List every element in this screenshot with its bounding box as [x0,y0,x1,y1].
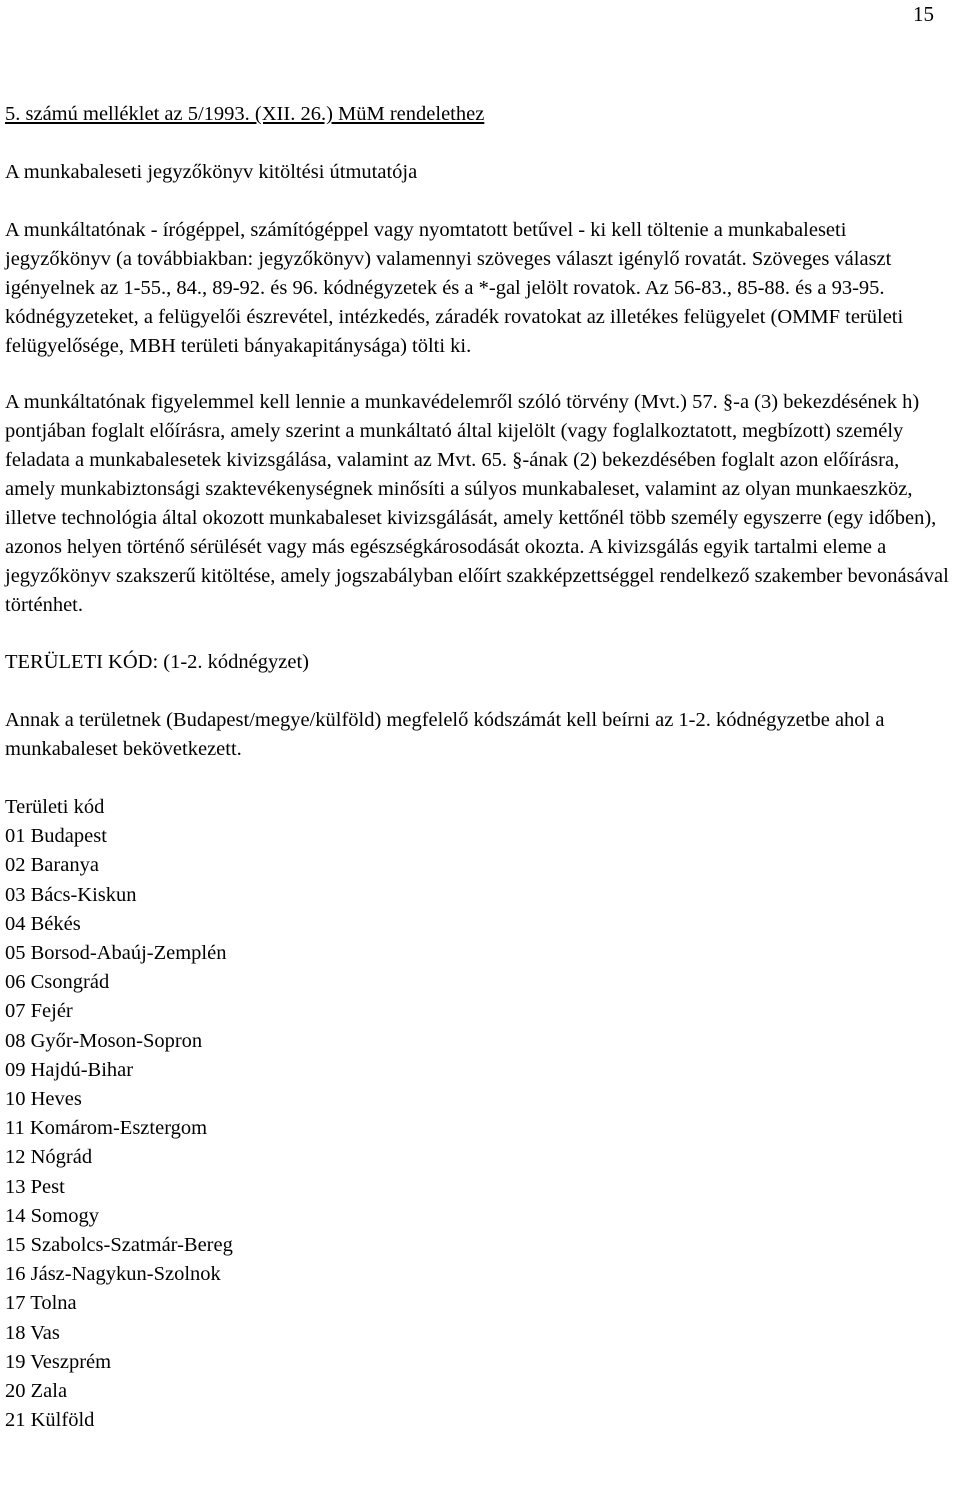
code-list-header: Területi kód [5,796,105,818]
list-item: 04 Békés [5,912,81,935]
list-item: 09 Hajdú-Bihar [5,1058,134,1081]
paragraph-legal-requirements: A munkáltatónak figyelemmel kell lennie a munkavédelemről szóló törvény (Mvt.) 57. §-a (3) bekezdésének h) pontjában foglalt előírásra, amely szerint a munkáltató által kijelölt (vagy foglalkoztatott, megbízott) személy feladata a munkabalesetek kivizsgálása, valamint az Mvt. 65. §-ának (2) bekezdésében foglalt azon előírásra, amely munkabiztonsági szaktevékenységnek minősíti a súlyos munkabaleset, valamint az olyan munkaeszköz, illetve technológia által okozott munkabaleset kivizsgálását, amely kettőnél több személy egyszerre (egy időben), azonos helyen történő sérülését vagy más egészségkárosodását okozta. A kivizsgálás egyik tartalmi eleme a jegyzőkönyv szakszerű kitöltése, amely jogszabályban előírt szakképzettséggel rendelkező szakember bevonásával történhet. [5,391,949,616]
list-item: 17 Tolna [5,1292,77,1315]
paragraph-territory-code: Annak a területnek (Budapest/megye/külföld) megfelelő kódszámát kell beírni az 1-2. kódnégyzetbe ahol a munkabaleset bekövetkezett. [5,709,885,760]
list-item: 02 Baranya [5,854,99,877]
list-item: 16 Jász-Nagykun-Szolnok [5,1263,221,1286]
list-item: 11 Komárom-Esztergom [5,1117,208,1140]
list-item: 03 Bács-Kiskun [5,883,137,906]
list-item: 15 Szabolcs-Szatmár-Bereg [5,1234,233,1257]
list-item: 14 Somogy [5,1204,99,1227]
list-item: 01 Budapest [5,825,107,848]
document-content [5,100,950,1435]
list-item: 13 Pest [5,1175,65,1198]
list-item: 10 Heves [5,1088,82,1111]
section-title: TERÜLETI KÓD: (1-2. kódnégyzet) [5,651,309,673]
list-item: 20 Zala [5,1380,68,1403]
annex-heading: 5. számú melléklet az 5/1993. (XII. 26.) MüM rendelethez [5,103,485,125]
list-item: 21 Külföld [5,1409,95,1432]
list-item: 12 Nógrád [5,1146,93,1169]
list-item: 07 Fejér [5,1000,73,1023]
list-item: 19 Veszprém [5,1350,112,1373]
guide-title: A munkabaleseti jegyzőkönyv kitöltési útmutatója [5,161,418,183]
list-item: 06 Csongrád [5,971,110,994]
paragraph-instructions: A munkáltatónak - írógéppel, számítógéppel vagy nyomtatott betűvel - ki kell töltenie a munkabaleseti jegyzőkönyv (a továbbiakban: jegyzőkönyv) valamennyi szöveges választ igénylő rovatát. Szöveges választ igényelnek az 1-55., 84., 89-92. és 96. kódnégyzetek és a *-gal jelölt rovatok. Az 56-83., 85-88. és a 93-95. kódnégyzeteket, a felügyelői észrevétel, intézkedés, záradék rovatokat az illetékes felügyelet (OMMF területi felügyelősége, MBH területi bányakapitánysága) tölti ki. [5,219,904,357]
list-item: 05 Borsod-Abaúj-Zemplén [5,942,227,965]
page-number: 15 [913,2,934,26]
list-item: 08 Győr-Moson-Sopron [5,1029,203,1052]
territory-code-list [5,822,950,1435]
list-item: 18 Vas [5,1321,60,1344]
